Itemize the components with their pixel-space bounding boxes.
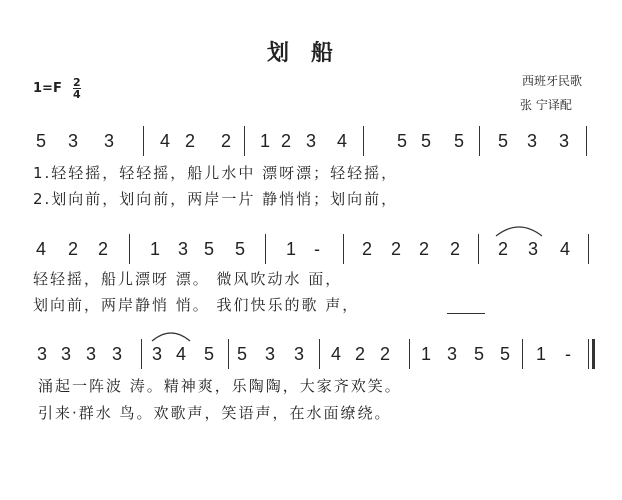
note: 3 [446,344,458,364]
note: 4 [330,344,342,364]
notes-row-2 [0,239,622,261]
tie-slur [150,328,192,343]
lyric-verse2-line2: 划向前，两岸静悄 悄。 我们快乐的歌 声， [33,296,360,314]
note: 5 [473,344,485,364]
barline [479,126,480,156]
note: 2 [449,239,461,259]
note: - [314,239,320,259]
note: 3 [177,239,189,259]
note: 1 [259,131,271,151]
lyric-verse2-line3: 引来·群水 鸟。欢歌声，笑语声，在水面缭绕。 [38,404,392,422]
note: 5 [35,131,47,151]
song-origin: 西班牙民歌 [522,74,583,88]
note: 1 [420,344,432,364]
note: 5 [203,344,215,364]
note: 5 [497,131,509,151]
tie-slur [494,222,544,238]
note: 3 [85,344,97,364]
note: 5 [396,131,408,151]
lyric-underline [447,313,485,314]
lyric-verse1-line3: 涌起一阵波 涛。精神爽，乐陶陶，大家齐欢笑。 [38,377,402,395]
note: 2 [361,239,373,259]
note: 5 [453,131,465,151]
barline [129,234,130,264]
note: 2 [184,131,196,151]
final-barline-thick [592,339,595,369]
lyric-verse2-line1: 2.划向前，划向前，两岸一片 静悄悄；划向前， [33,190,399,208]
note: 2 [418,239,430,259]
note: 4 [336,131,348,151]
note: 5 [236,344,248,364]
time-signature [73,77,81,100]
barline [319,339,320,369]
note: 4 [35,239,47,259]
note: 2 [97,239,109,259]
note: 3 [103,131,115,151]
barline [343,234,344,264]
final-barline-thin [588,339,589,369]
note: 1 [285,239,297,259]
barline [409,339,410,369]
note: 2 [220,131,232,151]
time-signature-bottom: 4 [73,88,81,101]
barline [363,126,364,156]
barline [143,126,144,156]
note: - [565,344,571,364]
barline [141,339,142,369]
key-signature: 1=F [33,81,62,96]
note: 4 [159,131,171,151]
lyric-verse1-line2: 轻轻摇，船儿漂呀 漂。 微风吹动水 面， [33,270,343,288]
note: 4 [559,239,571,259]
barline [228,339,229,369]
note: 3 [305,131,317,151]
note: 2 [390,239,402,259]
note: 3 [293,344,305,364]
song-title: 划船 [266,41,355,66]
note: 5 [203,239,215,259]
song-translator: 张 宁译配 [520,98,572,112]
note: 2 [280,131,292,151]
barline [478,234,479,264]
note: 3 [36,344,48,364]
note: 2 [67,239,79,259]
notes-row-3 [0,344,622,366]
note: 5 [420,131,432,151]
barline [588,234,589,264]
notes-row-1 [0,131,622,153]
note: 3 [264,344,276,364]
note: 3 [527,239,539,259]
barline [244,126,245,156]
note: 3 [526,131,538,151]
note: 5 [499,344,511,364]
note: 3 [558,131,570,151]
lyric-verse1-line1: 1.轻轻摇，轻轻摇，船儿水中 漂呀漂；轻轻摇， [33,164,399,182]
note: 3 [111,344,123,364]
note: 2 [497,239,509,259]
barline [586,126,587,156]
note: 5 [234,239,246,259]
time-signature-top: 2 [73,76,81,89]
note: 1 [149,239,161,259]
barline [265,234,266,264]
note: 4 [175,344,187,364]
barline [522,339,523,369]
note: 3 [67,131,79,151]
note: 2 [354,344,366,364]
note: 3 [60,344,72,364]
note: 2 [379,344,391,364]
note: 1 [535,344,547,364]
note: 3 [151,344,163,364]
